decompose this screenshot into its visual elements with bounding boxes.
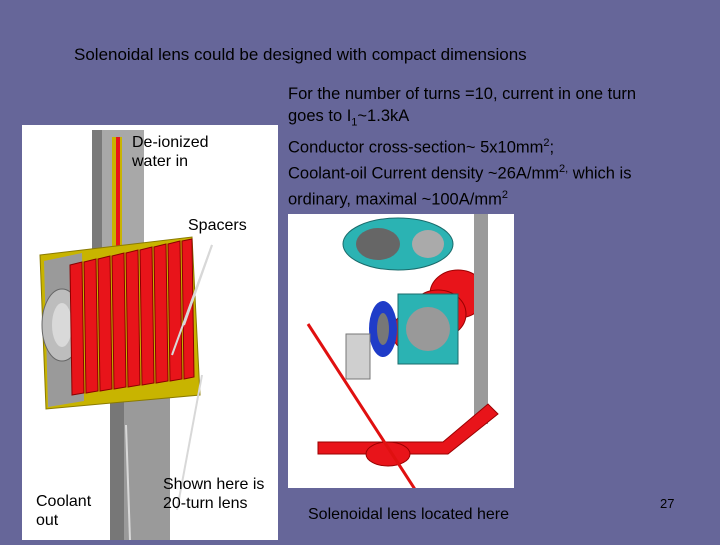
spec-sub: 1 <box>351 115 358 128</box>
spec-ordinary: which is <box>568 164 632 183</box>
spec-density: Coolant-oil Current density ~26A/mm <box>288 164 559 183</box>
spec-line-1: For the number of turns =10, current in one turn <box>288 85 637 103</box>
beamline-drawing <box>288 214 514 488</box>
slide-title: Solenoidal lens could be designed with compact dimensions <box>74 45 527 64</box>
spec-line-5 <box>288 185 688 211</box>
spec-line-3 <box>288 133 688 159</box>
slide-number: 27 <box>660 496 675 511</box>
label-water-in-line-1: De-ionized <box>132 134 209 151</box>
spec-current-value: ~1.3kA <box>357 106 410 125</box>
beamline-image <box>288 214 514 488</box>
label-shown-here-line-2: 20-turn lens <box>163 495 248 512</box>
label-coolant-out <box>36 492 91 530</box>
label-located-here: Solenoidal lens located here <box>308 506 510 523</box>
spec-sup-1: 2 <box>543 137 550 150</box>
spec-line-2 <box>288 106 688 134</box>
spec-line-4 <box>288 159 688 185</box>
label-shown-here-line-1: Shown here is <box>163 476 265 493</box>
spec-current-label: goes to I <box>288 106 352 125</box>
spec-max: ordinary, maximal ~100A/mm <box>288 190 502 209</box>
spec-sup-3: 2 <box>501 189 508 202</box>
spec-text <box>288 84 688 211</box>
label-water-in-line-2: water in <box>132 153 189 170</box>
spec-cross-section: Conductor cross-section~ 5x10mm <box>288 138 544 157</box>
spec-semicolon: ; <box>549 138 555 157</box>
label-coolant-out-line-2: out <box>36 512 59 529</box>
label-spacers: Spacers <box>188 217 247 234</box>
label-coolant-out-line-1: Coolant <box>36 493 92 510</box>
label-shown-here <box>163 475 264 513</box>
spec-sup-2: 2, <box>559 163 569 176</box>
label-water-in <box>132 133 208 171</box>
